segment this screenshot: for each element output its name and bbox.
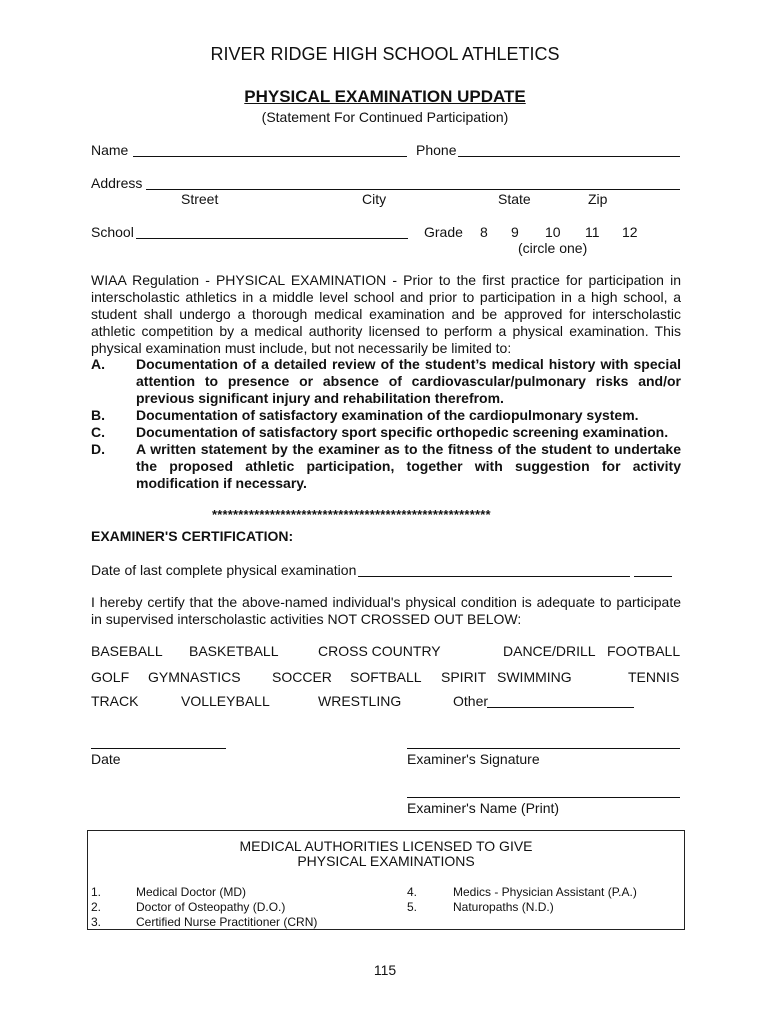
date-last-exam-label: Date of last complete physical examination (91, 562, 357, 578)
examiner-signature-label: Examiner's Signature (407, 751, 540, 767)
requirement-item (91, 407, 681, 424)
authority-item: Doctor of Osteopathy (D.O.) (136, 900, 286, 914)
regulation-paragraph: WIAA Regulation - PHYSICAL EXAMINATION - Prior to the first practice for participation in interscholastic athletics in a middle level school and prior to participation in a high school, a student shall undergo a thorough medical examination and be approved for interscholastic athletic competition by a medical authority licensed to perform a physical examination. This physical examination must include, but not necessarily be limited to: (91, 272, 681, 356)
grade-option[interactable]: 8 (480, 224, 488, 240)
sport-option[interactable]: SPIRIT (441, 669, 487, 685)
requirement-item (91, 441, 681, 492)
authority-number: 4. (407, 885, 418, 899)
sport-option[interactable]: WRESTLING (318, 693, 402, 709)
authority-number: 5. (407, 900, 418, 914)
authority-number: 2. (91, 900, 102, 914)
requirement-item (91, 356, 681, 407)
grade-option[interactable]: 10 (545, 224, 561, 240)
grade-option[interactable]: 11 (585, 224, 600, 240)
authority-item: Medical Doctor (MD) (136, 885, 247, 899)
page-number: 115 (373, 962, 397, 978)
sport-option[interactable]: BASEBALL (91, 643, 163, 659)
zip-label: Zip (588, 191, 608, 207)
sport-option[interactable]: VOLLEYBALL (181, 693, 270, 709)
requirement-text: A written statement by the examiner as to the fitness of the student to undertake the proposed athletic participation, together with suggestion for activity modification if necessary. (136, 441, 681, 491)
grade-option[interactable]: 9 (511, 224, 519, 240)
sport-option[interactable]: TRACK (91, 693, 139, 709)
requirement-letter: D. (91, 441, 105, 457)
certification-heading: EXAMINER'S CERTIFICATION: (91, 528, 294, 544)
state-label: State (498, 191, 531, 207)
authority-item: Certified Nurse Practitioner (CRN) (136, 915, 318, 929)
school-label: School (91, 224, 134, 240)
address-label: Address (91, 175, 143, 191)
requirement-letter: C. (91, 424, 105, 440)
document-title-text: PHYSICAL EXAMINATION UPDATE (244, 87, 526, 106)
date-last-exam-field-extra[interactable] (634, 576, 672, 577)
sport-option[interactable]: TENNIS (628, 669, 680, 685)
requirement-letter: A. (91, 356, 105, 372)
school-field[interactable] (136, 238, 408, 239)
authority-item: Medics - Physician Assistant (P.A.) (453, 885, 637, 899)
examiner-name-label: Examiner's Name (Print) (407, 800, 560, 816)
sport-option[interactable]: GYMNASTICS (148, 669, 241, 685)
circle-one-note: (circle one) (518, 240, 588, 256)
sport-option[interactable]: SOFTBALL (350, 669, 422, 685)
other-sport-label: Other (453, 693, 489, 709)
requirement-text: Documentation of satisfactory examination of the cardiopulmonary system. (136, 407, 639, 423)
examiner-signature-line[interactable] (407, 748, 680, 749)
date-signature-line[interactable] (91, 748, 226, 749)
authority-number: 1. (91, 885, 102, 899)
sport-option[interactable]: GOLF (91, 669, 130, 685)
requirement-item (91, 424, 681, 441)
authorities-heading-line2: PHYSICAL EXAMINATIONS (297, 853, 475, 869)
examiner-name-line[interactable] (407, 797, 680, 798)
requirement-letter: B. (91, 407, 105, 423)
street-label: Street (181, 191, 219, 207)
requirement-text: Documentation of satisfactory sport specific orthopedic screening examination. (136, 424, 669, 440)
name-label: Name (91, 142, 129, 158)
authority-item: Naturopaths (N.D.) (453, 900, 554, 914)
city-label: City (362, 191, 387, 207)
sport-option[interactable]: FOOTBALL (607, 643, 681, 659)
asterisk-separator: ***************************************************** (212, 507, 491, 522)
grade-label: Grade (424, 224, 463, 240)
grade-option[interactable]: 12 (622, 224, 638, 240)
document-subtitle: (Statement For Continued Participation) (261, 109, 509, 125)
phone-label: Phone (416, 142, 457, 158)
document-title (0, 87, 770, 107)
address-field[interactable] (146, 189, 680, 190)
authority-number: 3. (91, 915, 102, 929)
requirement-text: Documentation of a detailed review of the student’s medical history with special attention to presence or absence of cardiovascular/pulmonary risks and/or previous significant injury and rehabilitation therefrom. (136, 356, 681, 406)
sport-option[interactable]: BASKETBALL (189, 643, 279, 659)
name-field[interactable] (133, 156, 407, 157)
certify-statement: I hereby certify that the above-named individual's physical condition is adequate to participate in supervised interscholastic activities NOT CROSSED OUT BELOW: (91, 594, 681, 627)
date-label: Date (91, 751, 121, 767)
school-header: RIVER RIDGE HIGH SCHOOL ATHLETICS (210, 44, 560, 64)
sport-option[interactable]: SOCCER (272, 669, 332, 685)
other-sport-field[interactable] (487, 707, 634, 708)
sport-option[interactable]: SWIMMING (497, 669, 572, 685)
phone-field[interactable] (458, 156, 680, 157)
medical-authorities-box (87, 830, 685, 930)
date-last-exam-field[interactable] (358, 576, 630, 577)
authorities-heading-line1: MEDICAL AUTHORITIES LICENSED TO GIVE (239, 838, 533, 854)
sport-option[interactable]: CROSS COUNTRY (318, 643, 441, 659)
sport-option[interactable]: DANCE/DRILL (503, 643, 596, 659)
